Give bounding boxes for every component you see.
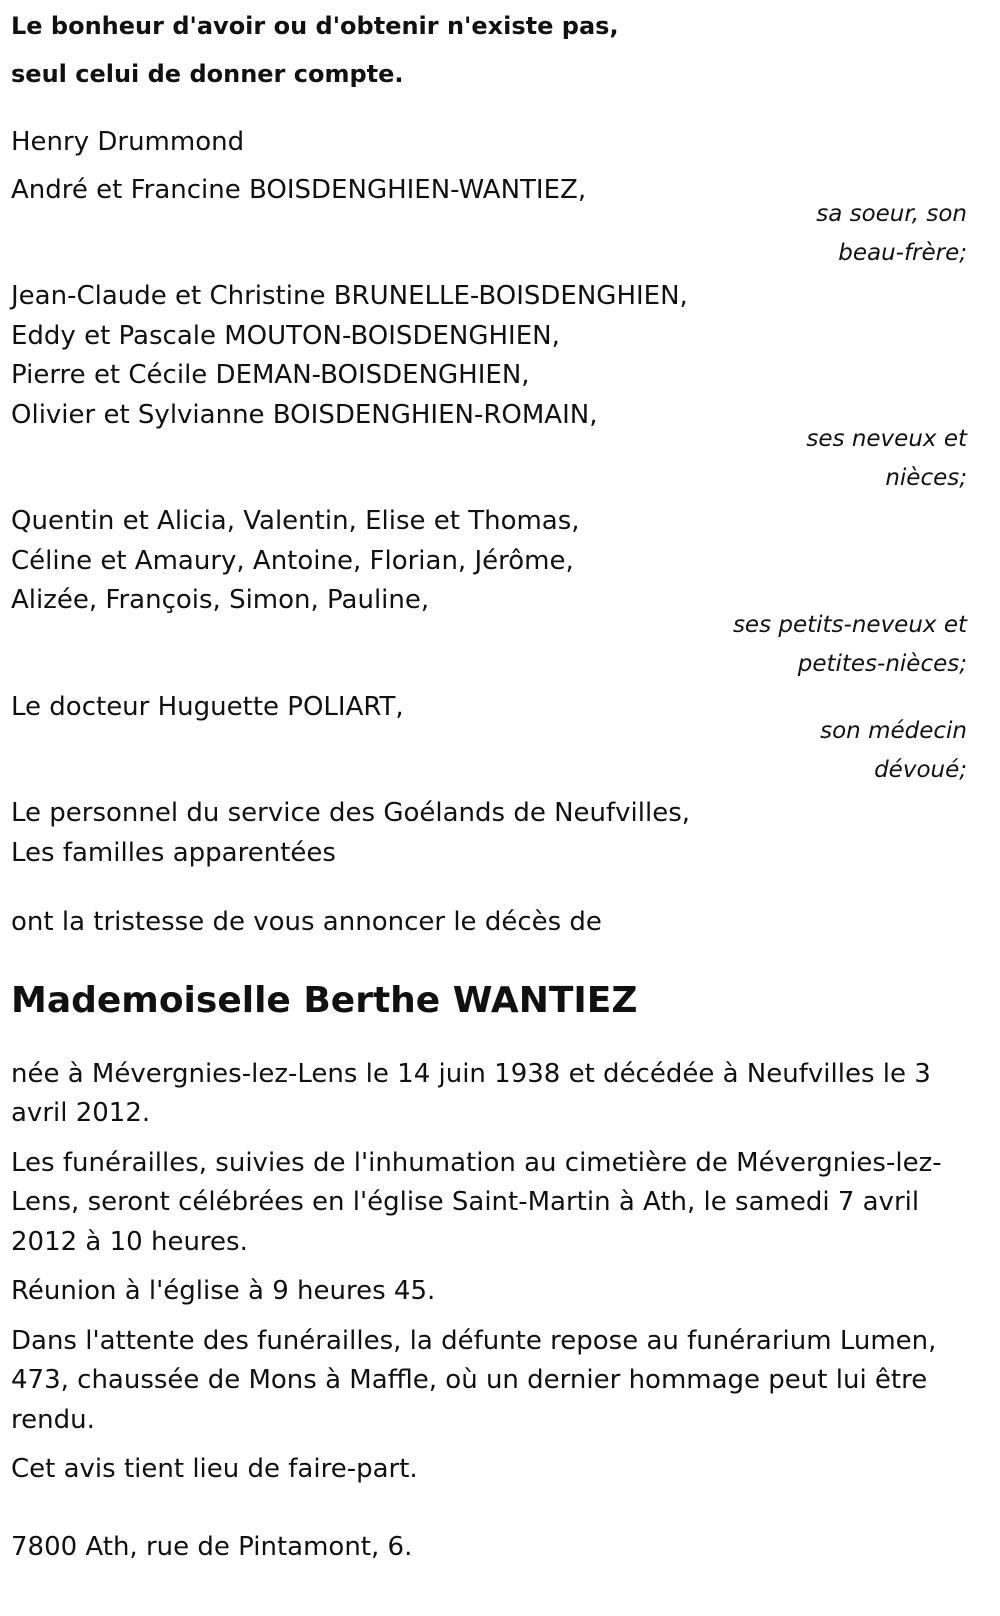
mourner-names (11, 277, 711, 435)
mourner-line: Pierre et Cécile DEMAN-BOISDENGHIEN, (11, 360, 530, 390)
mourner-line: Eddy et Pascale MOUTON-BOISDENGHIEN, (11, 320, 560, 351)
quote-line-2: seul celui de donner compte. (11, 60, 404, 88)
mourner-line: Céline et Amaury, Antoine, Florian, Jérôme, (11, 545, 574, 576)
mourner-names (11, 502, 711, 621)
death-notice (11, 0, 989, 1567)
quote-author: Henry Drummond (11, 127, 245, 157)
mourner-group-nephews (11, 277, 989, 498)
mourner-line: Le docteur Huguette POLIART, (11, 691, 404, 722)
mourner-names (11, 688, 711, 728)
mourner-line: Quentin et Alicia, Valentin, Elise et Thomas, (11, 506, 580, 536)
deceased-name: Mademoiselle Berthe WANTIEZ (11, 979, 638, 1021)
quote-line-1: Le bonheur d'avoir ou d'obtenir n'existe pas, (11, 12, 619, 40)
mourner-group-doctor (11, 688, 989, 791)
birth-death-paragraph: née à Mévergnies-lez-Lens le 14 juin 1938 et décédée à Neufvilles le 3 avril 2012. (11, 1058, 931, 1128)
epigraph-quote (11, 2, 989, 98)
mourner-line: Jean-Claude et Christine BRUNELLE-BOISDENGHIEN, (11, 281, 688, 311)
mourner-line: Les familles apparentées (11, 837, 336, 868)
relation-line: son médecin (820, 718, 967, 744)
mourner-line: Alizée, François, Simon, Pauline, (11, 585, 430, 615)
relation-label (707, 606, 967, 684)
relation-line: nièces; (885, 465, 967, 491)
mourner-line: Le personnel du service des Goélands de Neufvilles, (11, 798, 691, 828)
mourner-line: Olivier et Sylvianne BOISDENGHIEN-ROMAIN, (11, 399, 598, 430)
relation-label (707, 712, 967, 790)
mourner-group-grandnephews (11, 502, 989, 684)
announcement: ont la tristesse de vous annoncer le décès de (11, 907, 602, 937)
mourner-names (11, 794, 711, 873)
viewing-paragraph: Dans l'attente des funérailles, la défunte repose au funérarium Lumen, 473, chaussée de Mons à Maffle, où un dernier hommage peut lui être rendu. (11, 1325, 937, 1435)
mourner-names (11, 171, 711, 211)
relation-line: ses neveux et (806, 426, 967, 452)
meeting-paragraph: Réunion à l'église à 9 heures 45. (11, 1276, 436, 1306)
notice-statement: Cet avis tient lieu de faire-part. (11, 1454, 418, 1484)
mourner-group-sister (11, 171, 989, 274)
relation-label (707, 195, 967, 273)
relation-line: ses petits-neveux et (732, 611, 967, 638)
notice-details (11, 1055, 989, 1490)
relation-line: beau-frère; (838, 240, 967, 266)
relation-line: sa soeur, son (816, 201, 967, 227)
mourner-group-staff (11, 794, 989, 873)
relation-line: petites-nièces; (797, 650, 967, 677)
relation-line: dévoué; (874, 757, 967, 783)
mourner-line: André et Francine BOISDENGHIEN-WANTIEZ, (11, 174, 587, 205)
relation-label (707, 420, 967, 498)
funeral-paragraph: Les funérailles, suivies de l'inhumation au cimetière de Mévergnies-lez-Lens, seront célébrées en l'église Saint-Martin à Ath, le samedi 7 avril 2012 à 10 heures. (11, 1147, 942, 1257)
family-address: 7800 Ath, rue de Pintamont, 6. (11, 1531, 413, 1562)
